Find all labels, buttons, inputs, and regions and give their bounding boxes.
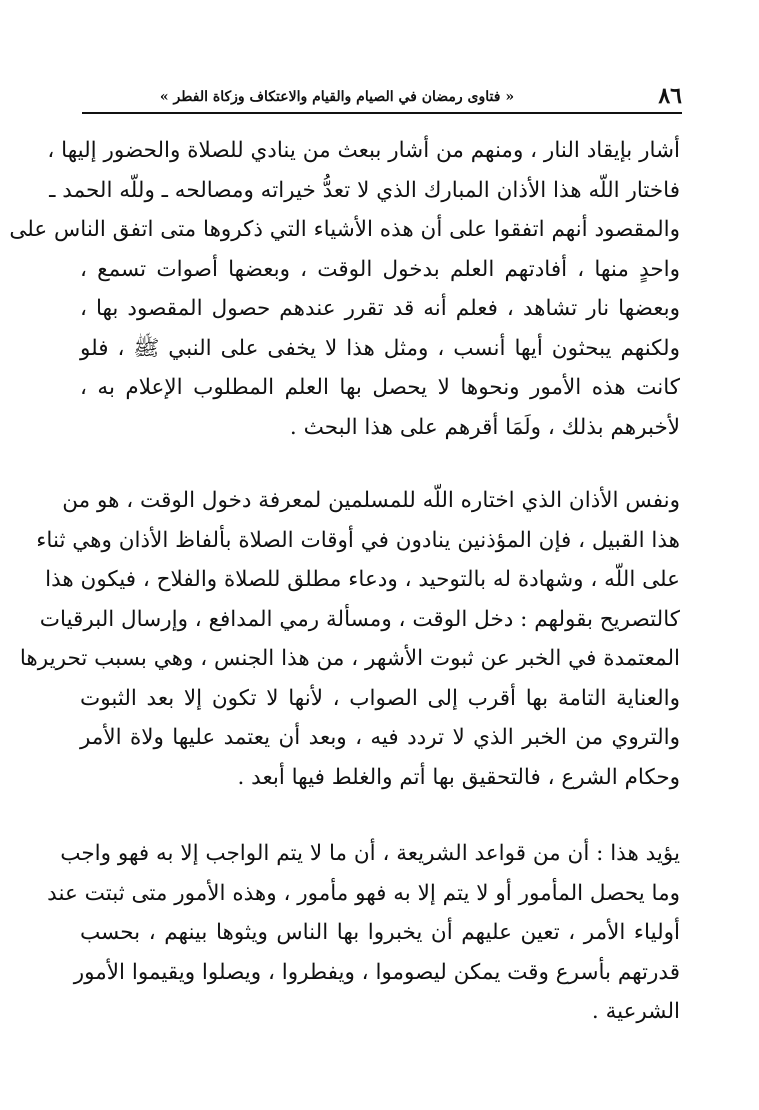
header-rule	[82, 112, 682, 114]
page-number: ٨٦	[658, 83, 682, 109]
text-line: ونفس الأذان الذي اختاره اللّه للمسلمين لمعرفة دخول الوقت ، هو من	[62, 488, 680, 513]
text-line: وحكام الشرع ، فالتحقيق بها أتم والغلط فيها أبعد .	[237, 764, 680, 790]
text-line: كانت هذه الأمور ونحوها لا يحصل بها العلم المطلوب الإعلام به ،	[80, 375, 680, 400]
text-line: على اللّه ، وشهادة له بالتوحيد ، ودعاء مطلق للصلاة والفلاح ، فيكون هذا	[45, 567, 680, 592]
page-header	[82, 82, 682, 116]
text-line: واحدٍ منها ، أفادتهم العلم بدخول الوقت ، وبعضها أصوات تسمع ،	[80, 256, 680, 282]
paragraph-2	[19, 481, 680, 797]
paragraph-1	[9, 131, 680, 447]
text-line: أولياء الأمر ، تعين عليهم أن يخبروا بها الناس ويثوها بينهم ، بحسب	[80, 920, 680, 945]
text-line: والتروي من الخبر الذي لا تردد فيه ، وبعد أن يعتمد عليها ولاة الأمر	[80, 725, 680, 750]
paragraph-3	[47, 834, 680, 1032]
text-line: أشار بإيقاد النار ، ومنهم من أشار ببعث من ينادي للصلاة والحضور إليها ،	[47, 138, 680, 163]
text-line: وبعضها نار تشاهد ، فعلم أنه قد تقرر عندهم حصول المقصود بها ،	[80, 296, 680, 321]
running-title: « فتاوى رمضان في الصيام والقيام والاعتكاف وزكاة الفطر »	[159, 89, 515, 105]
text-line: هذا القبيل ، فإن المؤذنين ينادون في أوقات الصلاة بألفاظ الأذان وهي ثناء	[36, 527, 680, 553]
text-line: والعناية التامة بها أقرب إلى الصواب ، لأنها لا تكون إلا بعد الثبوت	[80, 685, 680, 711]
text-line: فاختار اللّه هذا الأذان المبارك الذي لا تعدُّ خيراته ومصالحه ـ وللّه الحمد ـ	[49, 177, 680, 203]
text-line: والمقصود أنهم اتفقوا على أن هذه الأشياء التي ذكروها متى اتفق الناس على	[9, 217, 680, 242]
text-line: وما يحصل المأمور أو لا يتم إلا به فهو مأمور ، وهذه الأمور متى ثبتت عند	[47, 880, 680, 906]
text-line: ولكنهم يبحثون أيها أنسب ، ومثل هذا لا يخفى على النبي ﷺ ، فلو	[80, 335, 680, 361]
text-line: الشرعية .	[591, 999, 680, 1024]
text-line: المعتمدة في الخبر عن ثبوت الأشهر ، من هذا الجنس ، وهي بسبب تحريرها	[19, 646, 680, 671]
text-line: لأخبرهم بذلك ، ولَمَا أقرهم على هذا البحث .	[289, 414, 680, 440]
text-line: يؤيد هذا : أن من قواعد الشريعة ، أن ما لا يتم الواجب إلا به فهو واجب	[60, 841, 680, 866]
text-line: كالتصريح بقولهم : دخل الوقت ، ومسألة رمي المدافع ، وإرسال البرقيات	[39, 606, 680, 632]
text-line: قدرتهم بأسرع وقت يمكن ليصوموا ، ويفطروا ، ويصلوا ويقيموا الأمور	[73, 959, 680, 985]
